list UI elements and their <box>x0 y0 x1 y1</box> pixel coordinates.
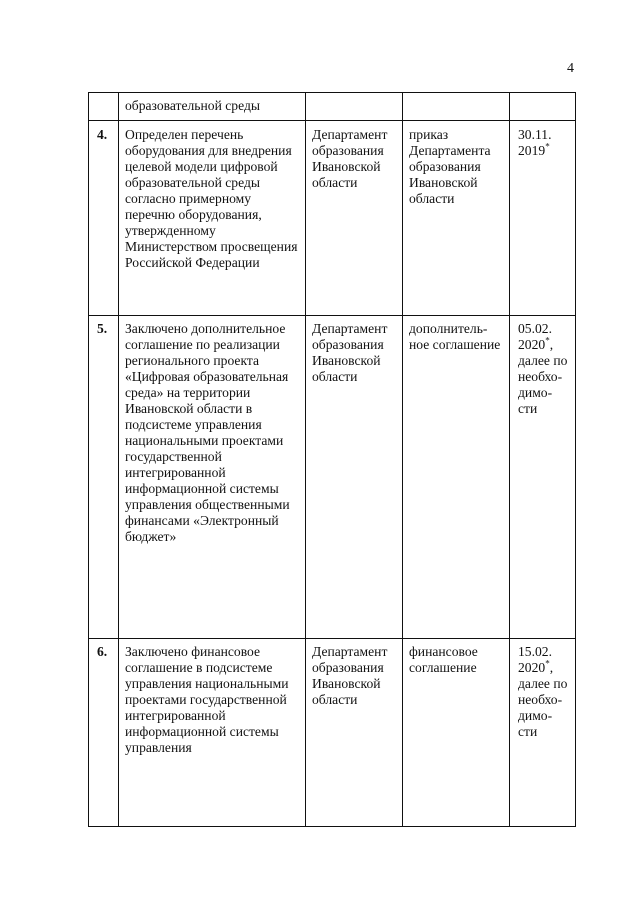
date-footnote-mark: * <box>545 658 550 669</box>
table-row <box>89 639 576 827</box>
description-cell: Заключено дополнительное соглашение по реализации регионального проекта «Цифровая образовательная среда» на территории Ивановской области в подсистеме управления национальными проектами государственной интегрированной информационной системы управления общественными финансами «Электронный бюджет» <box>119 316 306 639</box>
description-cell: Определен перечень оборудования для внедрения целевой модели цифровой образовательной среды согласно примерному перечню оборудования, утвержденному Министерством просвещения Российской Федерации <box>119 121 306 316</box>
date-cell <box>510 93 576 121</box>
date-cell <box>510 121 576 316</box>
date-footnote-mark: * <box>545 141 550 152</box>
date-cell <box>510 316 576 639</box>
document-cell: дополнитель-ное соглашение <box>403 316 510 639</box>
table-row <box>89 121 576 316</box>
date-note: , далее по необхо-димо-сти <box>518 337 568 416</box>
document-cell: финансовое соглашение <box>403 639 510 827</box>
row-number-cell <box>89 93 119 121</box>
date-footnote-mark: * <box>545 335 550 346</box>
row-number-cell: 4. <box>89 121 119 316</box>
document-cell <box>403 93 510 121</box>
table-row <box>89 316 576 639</box>
measures-table <box>88 92 576 827</box>
row-number-cell: 5. <box>89 316 119 639</box>
document-cell: приказ Департамента образования Ивановской области <box>403 121 510 316</box>
date-note: , далее по необхо-димо-сти <box>518 660 568 739</box>
date-value: 30.11. 2019 <box>518 127 552 158</box>
date-cell <box>510 639 576 827</box>
description-cell: образовательной среды <box>119 93 306 121</box>
date-value: 05.02. 2020 <box>518 321 552 352</box>
page-number: 4 <box>567 61 574 76</box>
date-value: 15.02. 2020 <box>518 644 552 675</box>
executor-cell <box>306 93 403 121</box>
executor-cell: Департамент образования Ивановской области <box>306 121 403 316</box>
description-cell: Заключено финансовое соглашение в подсистеме управления национальными проектами государственной интегрированной информационной системы управления <box>119 639 306 827</box>
executor-cell: Департамент образования Ивановской области <box>306 639 403 827</box>
table-row <box>89 93 576 121</box>
row-number-cell: 6. <box>89 639 119 827</box>
executor-cell: Департамент образования Ивановской области <box>306 316 403 639</box>
